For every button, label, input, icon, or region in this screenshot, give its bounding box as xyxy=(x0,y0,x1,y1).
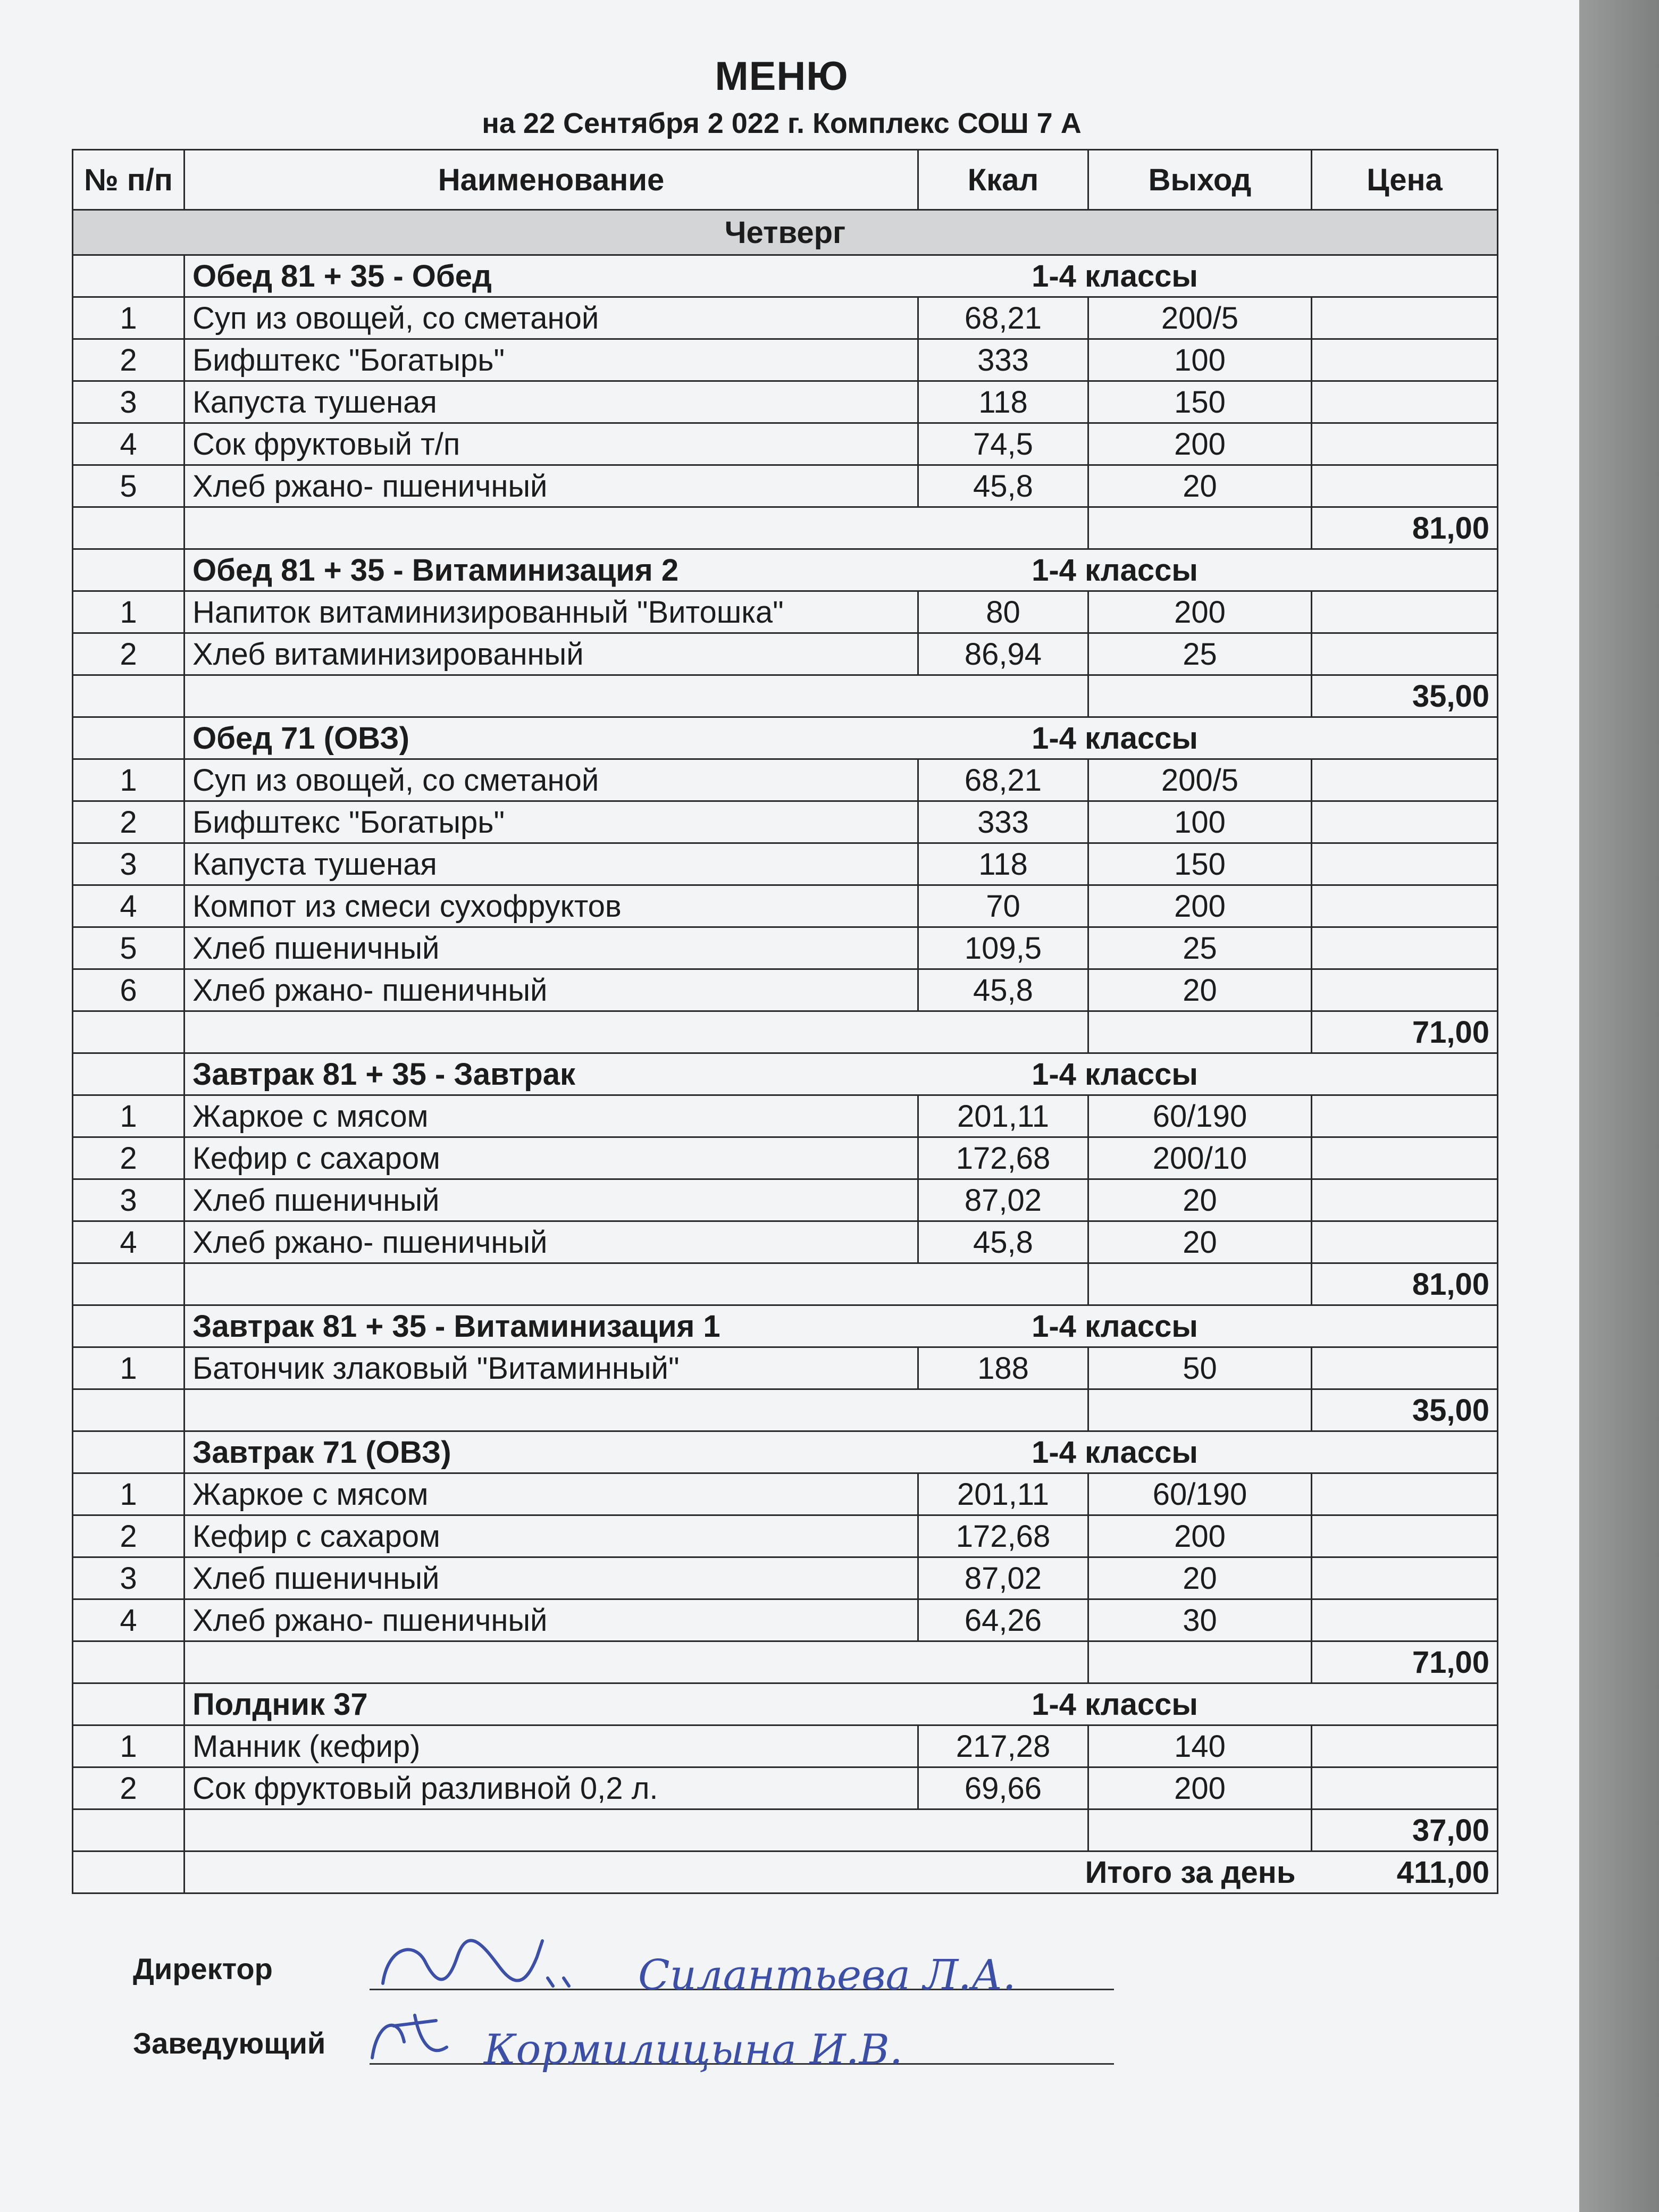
col-header-number: № п/п xyxy=(73,150,185,210)
item-name: Сок фруктовый т/п xyxy=(185,423,918,465)
signature-director xyxy=(133,1936,1303,2010)
item-output: 25 xyxy=(1088,927,1312,969)
item-kcal: 74,5 xyxy=(918,423,1088,465)
item-kcal: 118 xyxy=(918,843,1088,885)
section-number-cell xyxy=(73,717,185,759)
item-output: 200 xyxy=(1088,1515,1312,1557)
item-price xyxy=(1312,1347,1498,1389)
item-name: Капуста тушеная xyxy=(185,381,918,423)
section-total-row xyxy=(73,675,1498,717)
section-header-row xyxy=(73,717,1498,759)
section-number-cell xyxy=(73,1683,185,1725)
grand-total-label: Итого за день xyxy=(185,1851,1312,1893)
item-number: 2 xyxy=(73,801,185,843)
table-row xyxy=(73,1557,1498,1599)
item-kcal: 68,21 xyxy=(918,759,1088,801)
section-price-cell xyxy=(1312,717,1498,759)
table-row xyxy=(73,969,1498,1011)
menu-table xyxy=(72,149,1498,1894)
item-number: 2 xyxy=(73,1515,185,1557)
section-header-row xyxy=(73,1683,1498,1725)
signature-manager xyxy=(133,2010,1303,2084)
item-number: 1 xyxy=(73,1095,185,1137)
item-number: 1 xyxy=(73,1473,185,1515)
table-row xyxy=(73,1473,1498,1515)
item-number: 2 xyxy=(73,339,185,381)
item-price xyxy=(1312,1095,1498,1137)
item-output: 150 xyxy=(1088,381,1312,423)
section-name: Завтрак 71 (ОВЗ) xyxy=(185,1431,918,1473)
total-blank-cell xyxy=(73,1389,185,1431)
item-number: 3 xyxy=(73,843,185,885)
item-output: 20 xyxy=(1088,1179,1312,1221)
item-number: 2 xyxy=(73,1137,185,1179)
table-row xyxy=(73,297,1498,339)
item-kcal: 45,8 xyxy=(918,969,1088,1011)
section-total-row xyxy=(73,1809,1498,1851)
item-number: 1 xyxy=(73,1347,185,1389)
item-output: 50 xyxy=(1088,1347,1312,1389)
table-row xyxy=(73,759,1498,801)
section-grade: 1-4 классы xyxy=(918,1683,1312,1725)
item-kcal: 80 xyxy=(918,591,1088,633)
section-header-row xyxy=(73,1305,1498,1347)
total-blank-cell xyxy=(73,507,185,549)
item-output: 60/190 xyxy=(1088,1095,1312,1137)
item-price xyxy=(1312,927,1498,969)
item-price xyxy=(1312,1473,1498,1515)
item-output: 140 xyxy=(1088,1725,1312,1767)
section-name: Обед 81 + 35 - Обед xyxy=(185,255,918,297)
item-number: 3 xyxy=(73,1179,185,1221)
table-row xyxy=(73,1095,1498,1137)
section-total: 35,00 xyxy=(1312,675,1498,717)
section-total-row xyxy=(73,1389,1498,1431)
item-kcal: 333 xyxy=(918,801,1088,843)
item-price xyxy=(1312,465,1498,507)
table-row xyxy=(73,801,1498,843)
table-row xyxy=(73,1137,1498,1179)
section-grade: 1-4 классы xyxy=(918,1431,1312,1473)
item-kcal: 68,21 xyxy=(918,297,1088,339)
item-name: Капуста тушеная xyxy=(185,843,918,885)
total-blank-cell xyxy=(73,1641,185,1683)
total-blank-cell xyxy=(1088,675,1312,717)
item-kcal: 69,66 xyxy=(918,1767,1088,1809)
total-blank-cell xyxy=(185,1641,1088,1683)
section-price-cell xyxy=(1312,1683,1498,1725)
section-price-cell xyxy=(1312,1053,1498,1095)
item-price xyxy=(1312,423,1498,465)
table-row xyxy=(73,1221,1498,1263)
item-name: Кефир с сахаром xyxy=(185,1515,918,1557)
section-grade: 1-4 классы xyxy=(918,1305,1312,1347)
item-price xyxy=(1312,1179,1498,1221)
table-row xyxy=(73,1179,1498,1221)
section-total: 81,00 xyxy=(1312,1263,1498,1305)
item-price xyxy=(1312,759,1498,801)
table-surface xyxy=(1579,0,1659,2212)
item-kcal: 118 xyxy=(918,381,1088,423)
item-output: 200 xyxy=(1088,885,1312,927)
item-output: 60/190 xyxy=(1088,1473,1312,1515)
section-total: 71,00 xyxy=(1312,1011,1498,1053)
section-number-cell xyxy=(73,255,185,297)
item-output: 200 xyxy=(1088,591,1312,633)
section-total-row xyxy=(73,1641,1498,1683)
table-row xyxy=(73,591,1498,633)
section-total-row xyxy=(73,1263,1498,1305)
item-number: 4 xyxy=(73,423,185,465)
total-blank-cell xyxy=(185,507,1088,549)
item-name: Кефир с сахаром xyxy=(185,1137,918,1179)
menu-title: МЕНЮ xyxy=(715,54,849,99)
section-price-cell xyxy=(1312,1305,1498,1347)
col-header-price: Цена xyxy=(1312,150,1498,210)
item-output: 200/5 xyxy=(1088,759,1312,801)
item-output: 200/10 xyxy=(1088,1137,1312,1179)
item-price xyxy=(1312,1515,1498,1557)
item-output: 100 xyxy=(1088,339,1312,381)
item-name: Бифштекс "Богатырь" xyxy=(185,339,918,381)
table-row xyxy=(73,381,1498,423)
item-kcal: 333 xyxy=(918,339,1088,381)
section-grade: 1-4 классы xyxy=(918,549,1312,591)
table-row xyxy=(73,633,1498,675)
table-row xyxy=(73,339,1498,381)
item-number: 4 xyxy=(73,1221,185,1263)
total-blank-cell xyxy=(73,675,185,717)
item-price xyxy=(1312,1557,1498,1599)
section-total-row xyxy=(73,1011,1498,1053)
item-kcal: 70 xyxy=(918,885,1088,927)
section-header-row xyxy=(73,549,1498,591)
item-kcal: 201,11 xyxy=(918,1473,1088,1515)
section-name: Полдник 37 xyxy=(185,1683,918,1725)
total-blank-cell xyxy=(1088,1641,1312,1683)
section-grade: 1-4 классы xyxy=(918,717,1312,759)
day-label: Четверг xyxy=(73,210,1498,255)
item-name: Хлеб пшеничный xyxy=(185,1179,918,1221)
item-output: 20 xyxy=(1088,1221,1312,1263)
item-name: Жаркое с мясом xyxy=(185,1473,918,1515)
item-kcal: 188 xyxy=(918,1347,1088,1389)
table-row xyxy=(73,843,1498,885)
item-price xyxy=(1312,843,1498,885)
item-name: Хлеб пшеничный xyxy=(185,927,918,969)
item-kcal: 86,94 xyxy=(918,633,1088,675)
item-output: 200 xyxy=(1088,1767,1312,1809)
total-blank-cell xyxy=(1088,1011,1312,1053)
total-blank-cell xyxy=(73,1851,185,1893)
total-blank-cell xyxy=(1088,507,1312,549)
item-kcal: 87,02 xyxy=(918,1557,1088,1599)
signature-role: Директор xyxy=(133,1952,273,1985)
grand-total-value: 411,00 xyxy=(1312,1851,1498,1893)
table-row xyxy=(73,1599,1498,1641)
item-price xyxy=(1312,1221,1498,1263)
signatures-block xyxy=(133,1936,1303,2084)
item-output: 20 xyxy=(1088,465,1312,507)
section-grade: 1-4 классы xyxy=(918,255,1312,297)
section-name: Обед 71 (ОВЗ) xyxy=(185,717,918,759)
total-blank-cell xyxy=(185,1011,1088,1053)
day-row xyxy=(73,210,1498,255)
section-total: 71,00 xyxy=(1312,1641,1498,1683)
item-name: Хлеб пшеничный xyxy=(185,1557,918,1599)
section-total: 35,00 xyxy=(1312,1389,1498,1431)
section-price-cell xyxy=(1312,549,1498,591)
item-output: 200/5 xyxy=(1088,297,1312,339)
item-name: Компот из смеси сухофруктов xyxy=(185,885,918,927)
item-name: Хлеб ржано- пшеничный xyxy=(185,1221,918,1263)
section-header-row xyxy=(73,1431,1498,1473)
item-price xyxy=(1312,339,1498,381)
item-name: Хлеб ржано- пшеничный xyxy=(185,465,918,507)
item-price xyxy=(1312,633,1498,675)
item-price xyxy=(1312,969,1498,1011)
item-number: 4 xyxy=(73,1599,185,1641)
item-name: Суп из овощей, со сметаной xyxy=(185,759,918,801)
item-name: Манник (кефир) xyxy=(185,1725,918,1767)
item-number: 3 xyxy=(73,381,185,423)
col-header-name: Наименование xyxy=(185,150,918,210)
item-number: 1 xyxy=(73,297,185,339)
table-row xyxy=(73,885,1498,927)
item-output: 20 xyxy=(1088,1557,1312,1599)
item-output: 100 xyxy=(1088,801,1312,843)
item-output: 30 xyxy=(1088,1599,1312,1641)
signature-name: Силантьева Л.А. xyxy=(638,1951,1016,1999)
section-total: 37,00 xyxy=(1312,1809,1498,1851)
item-number: 5 xyxy=(73,465,185,507)
item-number: 1 xyxy=(73,1725,185,1767)
total-blank-cell xyxy=(73,1809,185,1851)
section-total-row xyxy=(73,507,1498,549)
signature-scribble-icon xyxy=(362,1994,479,2079)
item-number: 3 xyxy=(73,1557,185,1599)
item-number: 2 xyxy=(73,633,185,675)
section-name: Завтрак 81 + 35 - Витаминизация 1 xyxy=(185,1305,918,1347)
item-name: Хлеб витаминизированный xyxy=(185,633,918,675)
item-kcal: 64,26 xyxy=(918,1599,1088,1641)
item-price xyxy=(1312,801,1498,843)
item-number: 6 xyxy=(73,969,185,1011)
total-blank-cell xyxy=(185,1809,1088,1851)
table-row xyxy=(73,465,1498,507)
table-row xyxy=(73,423,1498,465)
header-row xyxy=(73,150,1498,210)
item-output: 20 xyxy=(1088,969,1312,1011)
section-number-cell xyxy=(73,1053,185,1095)
item-price xyxy=(1312,1137,1498,1179)
item-number: 1 xyxy=(73,591,185,633)
total-blank-cell xyxy=(73,1263,185,1305)
signature-role: Заведующий xyxy=(133,2026,326,2060)
item-kcal: 201,11 xyxy=(918,1095,1088,1137)
total-blank-cell xyxy=(73,1011,185,1053)
section-header-row xyxy=(73,255,1498,297)
grand-total-row xyxy=(73,1851,1498,1893)
total-blank-cell xyxy=(1088,1389,1312,1431)
section-grade: 1-4 классы xyxy=(918,1053,1312,1095)
total-blank-cell xyxy=(185,1389,1088,1431)
item-number: 5 xyxy=(73,927,185,969)
col-header-kcal: Ккал xyxy=(918,150,1088,210)
item-price xyxy=(1312,885,1498,927)
item-output: 200 xyxy=(1088,423,1312,465)
section-total: 81,00 xyxy=(1312,507,1498,549)
item-name: Батончик злаковый "Витаминный" xyxy=(185,1347,918,1389)
title-block xyxy=(0,53,1542,140)
item-name: Хлеб ржано- пшеничный xyxy=(185,1599,918,1641)
item-name: Жаркое с мясом xyxy=(185,1095,918,1137)
section-name: Завтрак 81 + 35 - Завтрак xyxy=(185,1053,918,1095)
section-header-row xyxy=(73,1053,1498,1095)
item-output: 25 xyxy=(1088,633,1312,675)
item-price xyxy=(1312,1767,1498,1809)
item-kcal: 87,02 xyxy=(918,1179,1088,1221)
item-name: Хлеб ржано- пшеничный xyxy=(185,969,918,1011)
item-price xyxy=(1312,591,1498,633)
item-name: Бифштекс "Богатырь" xyxy=(185,801,918,843)
item-name: Сок фруктовый разливной 0,2 л. xyxy=(185,1767,918,1809)
table-row xyxy=(73,1725,1498,1767)
item-output: 150 xyxy=(1088,843,1312,885)
table-row xyxy=(73,1767,1498,1809)
section-number-cell xyxy=(73,1431,185,1473)
signature-name: Кормилицына И.В. xyxy=(484,2026,903,2074)
item-price xyxy=(1312,1599,1498,1641)
total-blank-cell xyxy=(1088,1809,1312,1851)
item-kcal: 45,8 xyxy=(918,1221,1088,1263)
item-number: 4 xyxy=(73,885,185,927)
item-kcal: 109,5 xyxy=(918,927,1088,969)
item-price xyxy=(1312,381,1498,423)
section-price-cell xyxy=(1312,255,1498,297)
table-row xyxy=(73,927,1498,969)
item-kcal: 217,28 xyxy=(918,1725,1088,1767)
item-kcal: 172,68 xyxy=(918,1515,1088,1557)
section-number-cell xyxy=(73,1305,185,1347)
item-kcal: 45,8 xyxy=(918,465,1088,507)
item-name: Напиток витаминизированный "Витошка" xyxy=(185,591,918,633)
section-price-cell xyxy=(1312,1431,1498,1473)
total-blank-cell xyxy=(185,1263,1088,1305)
section-number-cell xyxy=(73,549,185,591)
total-blank-cell xyxy=(1088,1263,1312,1305)
item-kcal: 172,68 xyxy=(918,1137,1088,1179)
col-header-output: Выход xyxy=(1088,150,1312,210)
section-name: Обед 81 + 35 - Витаминизация 2 xyxy=(185,549,918,591)
menu-subtitle: на 22 Сентября 2 022 г. Комплекс СОШ 7 А xyxy=(482,107,1082,139)
item-price xyxy=(1312,297,1498,339)
table-row xyxy=(73,1515,1498,1557)
table-row xyxy=(73,1347,1498,1389)
item-number: 1 xyxy=(73,759,185,801)
total-blank-cell xyxy=(185,675,1088,717)
item-number: 2 xyxy=(73,1767,185,1809)
item-name: Суп из овощей, со сметаной xyxy=(185,297,918,339)
item-price xyxy=(1312,1725,1498,1767)
